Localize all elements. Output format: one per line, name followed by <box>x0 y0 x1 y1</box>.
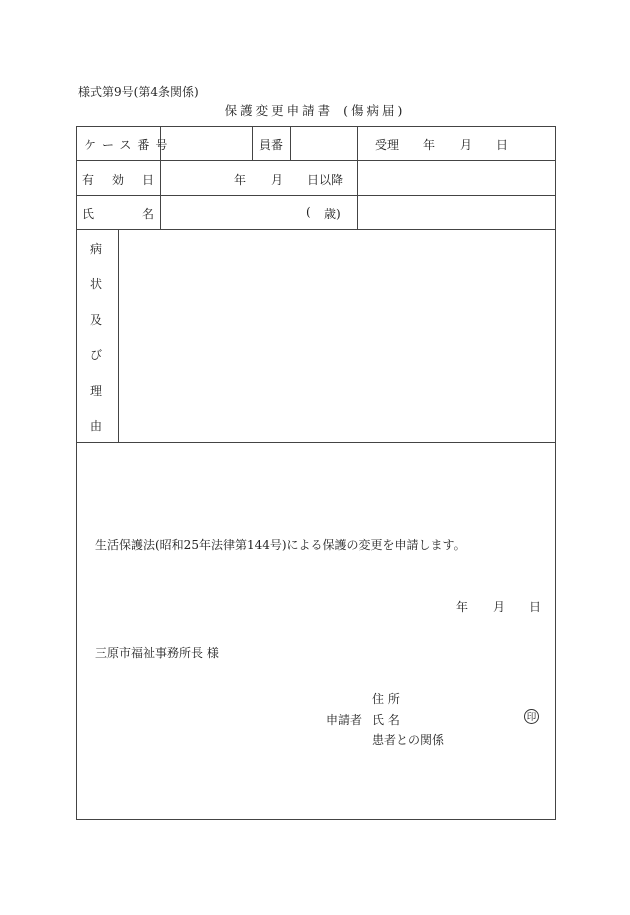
member-number-label: 員番 <box>259 138 284 152</box>
title-sub: (傷病届) <box>343 103 406 118</box>
addressee: 三原市福祉事務所長 様 <box>95 646 219 660</box>
application-date-month: 月 <box>493 600 506 614</box>
condition-label-char: び <box>90 348 103 362</box>
application-statement: 生活保護法(昭和25年法律第144号)による保護の変更を申請します。 <box>95 538 466 552</box>
applicant-label: 申請者 <box>326 713 363 727</box>
case-number-field[interactable] <box>162 128 250 158</box>
effective-month-label: 月 <box>271 173 284 187</box>
row-divider <box>76 442 556 443</box>
column-divider <box>290 126 291 160</box>
column-divider <box>252 126 253 160</box>
received-year-label: 年 <box>423 138 436 152</box>
column-divider <box>357 126 358 229</box>
column-divider <box>118 229 119 442</box>
name-extra-field[interactable] <box>359 197 554 227</box>
applicant-name-label: 氏 名 <box>372 713 400 727</box>
condition-field[interactable] <box>120 231 554 440</box>
received-label: 受理 <box>375 138 400 152</box>
application-date-day: 日 <box>529 600 542 614</box>
relation-label: 患者との関係 <box>372 733 445 747</box>
name-label: 氏 名 <box>82 207 154 221</box>
address-label: 住 所 <box>372 692 400 706</box>
received-day-label: 日 <box>496 138 509 152</box>
name-field[interactable] <box>162 197 302 227</box>
row-divider <box>76 160 556 161</box>
seal-mark: 印 <box>524 709 539 724</box>
effective-year-label: 年 <box>234 173 247 187</box>
case-number-label: ケース番号 <box>84 138 174 152</box>
page-title <box>0 101 630 119</box>
condition-label-char: 理 <box>90 384 103 398</box>
condition-label-char: 病 <box>90 242 103 256</box>
row-divider <box>76 195 556 196</box>
received-month-label: 月 <box>460 138 473 152</box>
form-number: 様式第9号(第4条関係) <box>78 85 199 99</box>
age-field[interactable] <box>314 199 324 225</box>
application-date-year: 年 <box>456 600 469 614</box>
effective-note-field[interactable] <box>359 162 554 193</box>
condition-label-char: 由 <box>90 419 103 433</box>
age-close: 歳) <box>324 207 341 221</box>
condition-label-char: 及 <box>90 313 103 327</box>
condition-label-char: 状 <box>90 277 103 291</box>
row-divider <box>76 229 556 230</box>
age-open: ( <box>306 205 311 219</box>
title-main: 保護変更申請書 <box>224 103 334 118</box>
effective-date-label: 有 効 日 <box>82 173 154 187</box>
effective-since-label: 日以降 <box>307 173 344 187</box>
member-number-field[interactable] <box>292 128 355 158</box>
